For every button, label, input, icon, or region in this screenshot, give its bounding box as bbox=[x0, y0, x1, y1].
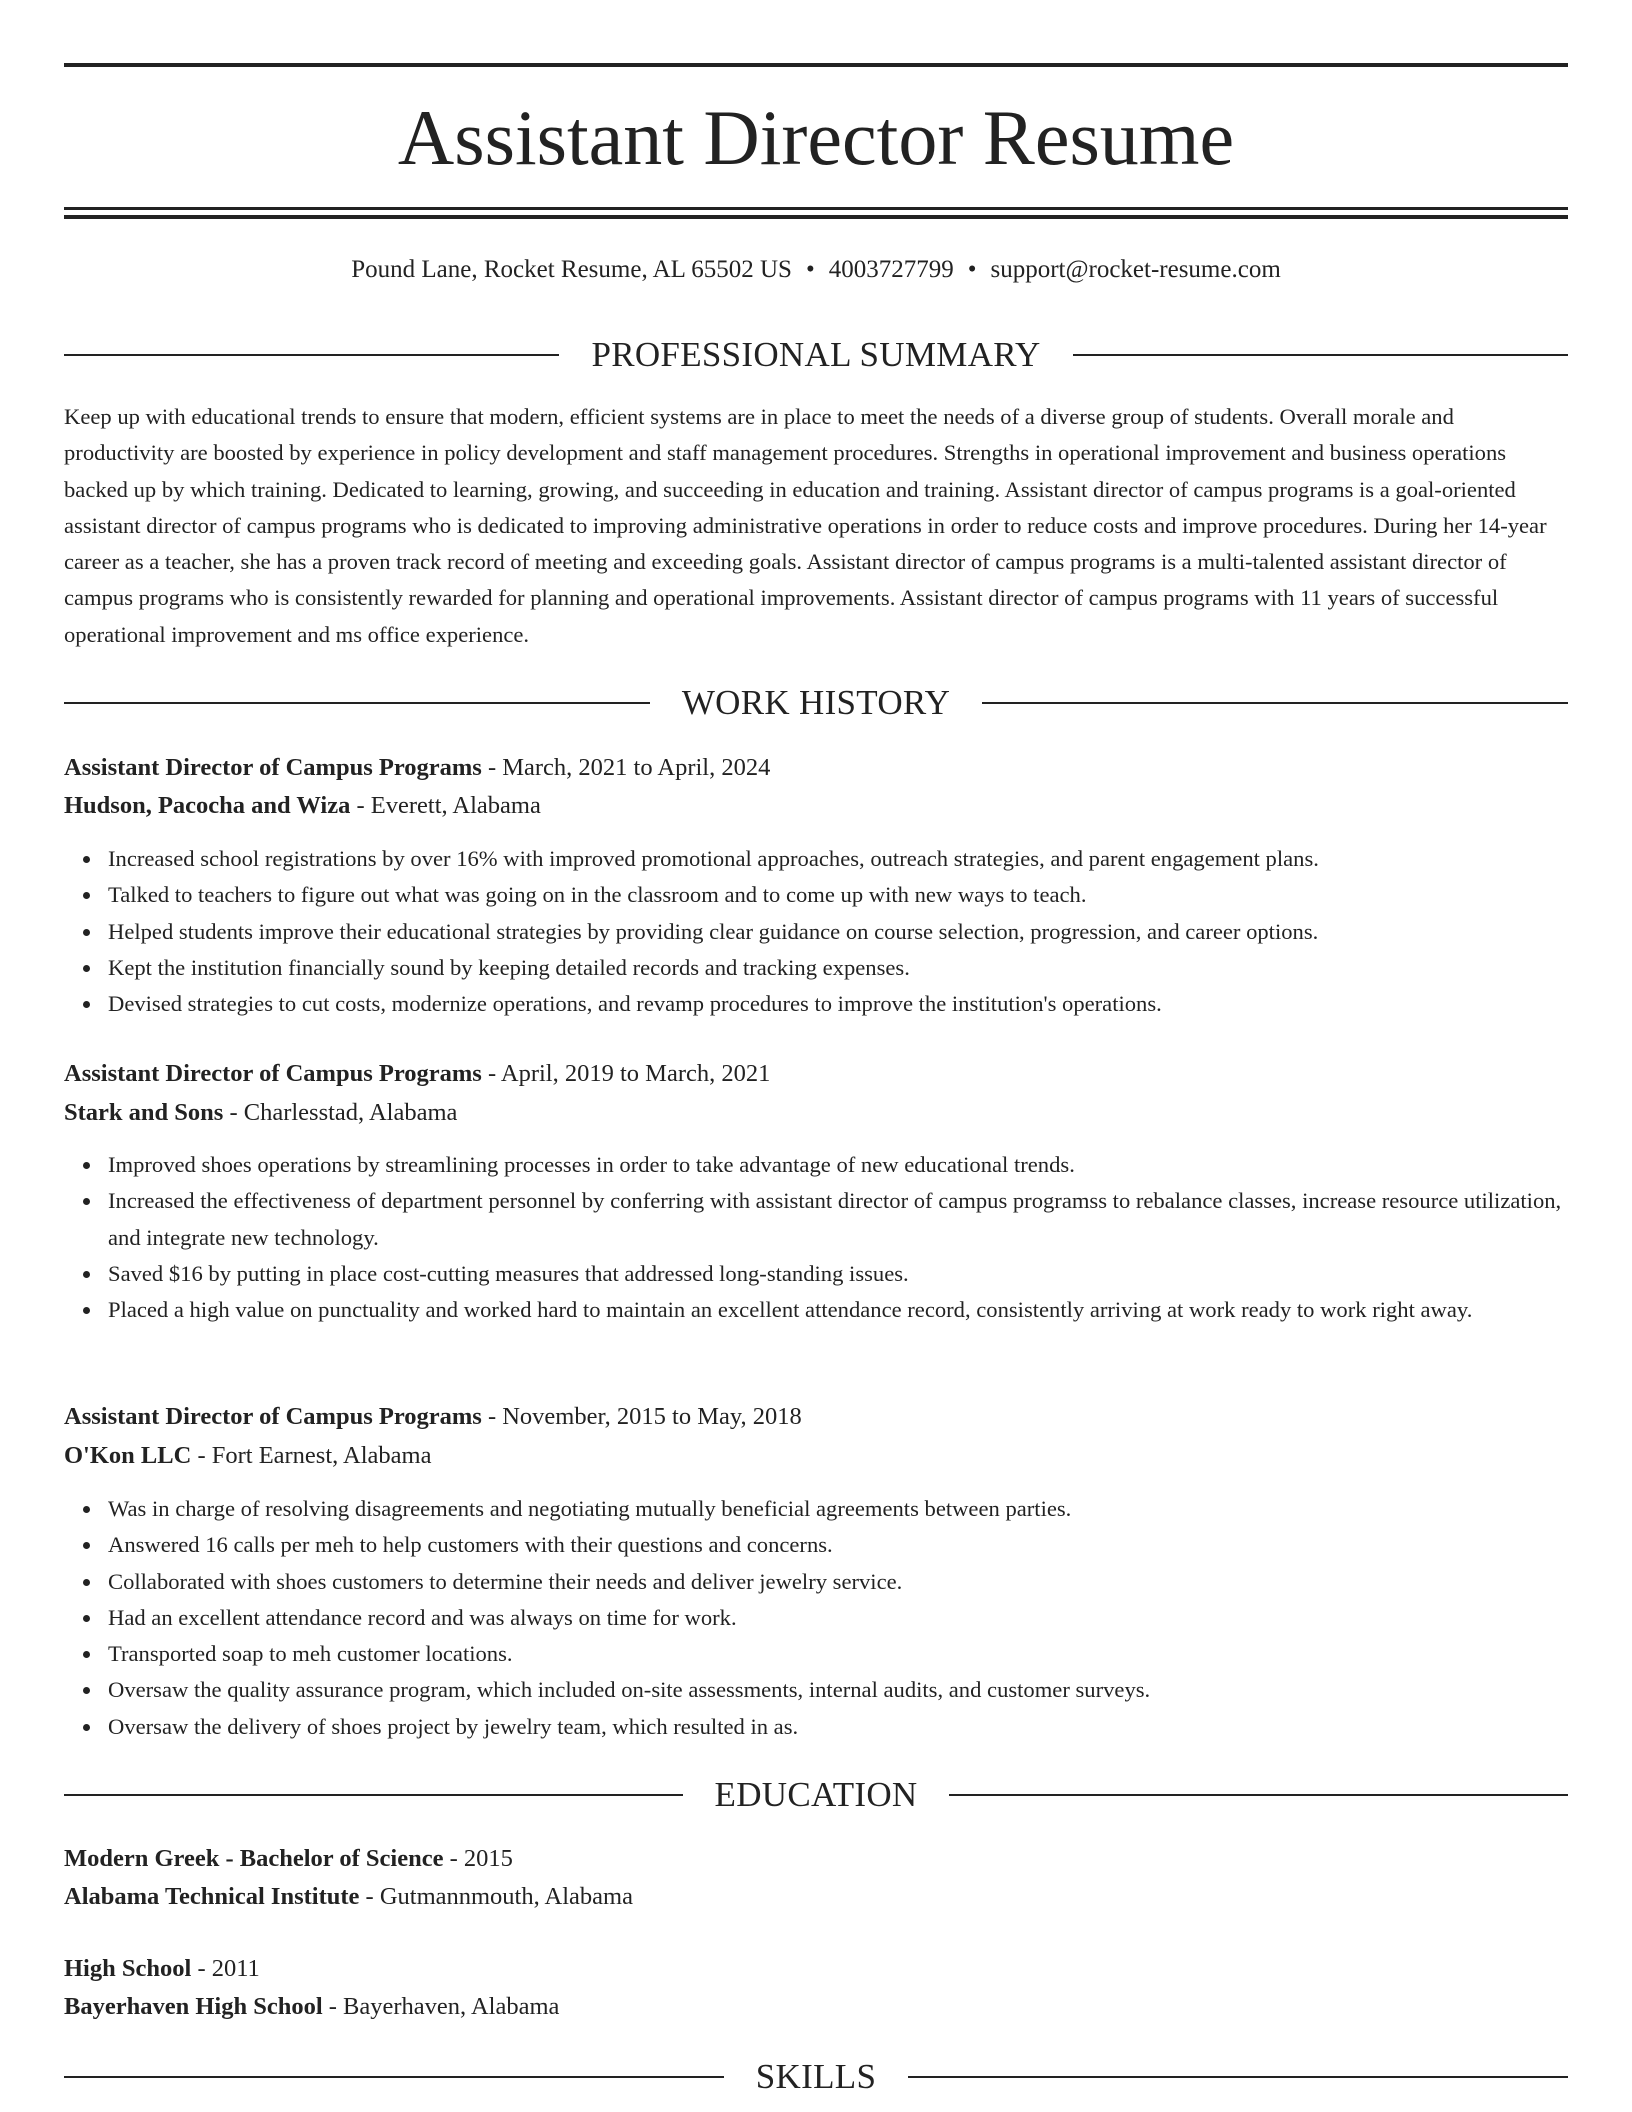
education-year: - 2015 bbox=[443, 1845, 513, 1872]
heading-rule bbox=[64, 702, 650, 704]
section-title: EDUCATION bbox=[714, 1775, 918, 1814]
job-location: - Fort Earnest, Alabama bbox=[191, 1442, 432, 1469]
education-school: Bayerhaven High School bbox=[64, 1993, 323, 2020]
section-heading-work-history bbox=[64, 680, 1568, 726]
education-degree-line bbox=[64, 1950, 260, 1988]
education-location: - Bayerhaven, Alabama bbox=[322, 1993, 560, 2020]
heading-rule bbox=[1073, 354, 1568, 356]
section-heading-skills bbox=[64, 2054, 1568, 2100]
education-school: Alabama Technical Institute bbox=[64, 1883, 360, 1910]
job-bullet: Collaborated with shoes customers to determine their needs and deliver jewelry service. bbox=[108, 1564, 1568, 1600]
job-bullet: Increased school registrations by over 16% with improved promotional approaches, outreach strategies, and parent engagement plans. bbox=[108, 841, 1568, 877]
job-location: - Everett, Alabama bbox=[350, 792, 541, 819]
job-bullet: Placed a high value on punctuality and worked hard to maintain an excellent attendance record, consistently arriving at work ready to work right away. bbox=[108, 1292, 1568, 1328]
job-dates: - April, 2019 to March, 2021 bbox=[481, 1060, 771, 1087]
section-title: SKILLS bbox=[755, 2057, 877, 2096]
job-bullets bbox=[64, 1491, 1568, 1745]
education-location: - Gutmannmouth, Alabama bbox=[359, 1883, 633, 1910]
job-bullets bbox=[64, 841, 1568, 1022]
job-title: Assistant Director of Campus Programs bbox=[64, 1403, 482, 1430]
job-dates: - November, 2015 to May, 2018 bbox=[481, 1403, 802, 1430]
job-bullet: Improved shoes operations by streamlining processes in order to take advantage of new educational trends. bbox=[108, 1147, 1568, 1183]
education-degree: Modern Greek - Bachelor of Science bbox=[64, 1845, 444, 1872]
job-company-line bbox=[64, 1437, 431, 1475]
job-title-line bbox=[64, 1398, 802, 1436]
job-bullet: Helped students improve their educational strategies by providing clear guidance on course selection, progression, and career options. bbox=[108, 914, 1568, 950]
heading-rule bbox=[982, 702, 1568, 704]
job-bullet: Kept the institution financially sound by keeping detailed records and tracking expenses. bbox=[108, 950, 1568, 986]
job-bullets bbox=[64, 1147, 1568, 1328]
top-rule bbox=[64, 63, 1568, 67]
job-bullet: Had an excellent attendance record and was always on time for work. bbox=[108, 1600, 1568, 1636]
job-bullet: Devised strategies to cut costs, modernize operations, and revamp procedures to improve the institution's operations. bbox=[108, 986, 1568, 1022]
section-heading-summary bbox=[64, 332, 1568, 378]
contact-phone: 4003727799 bbox=[828, 256, 954, 283]
job-bullet: Oversaw the quality assurance program, which included on-site assessments, internal audits, and customer surveys. bbox=[108, 1672, 1568, 1708]
title-double-rule bbox=[64, 207, 1568, 219]
job-title-line bbox=[64, 749, 770, 787]
heading-rule bbox=[949, 1794, 1568, 1796]
heading-rule bbox=[908, 2076, 1568, 2078]
contact-separator: • bbox=[967, 256, 977, 283]
job-company: Hudson, Pacocha and Wiza bbox=[64, 792, 351, 819]
job-bullet: Transported soap to meh customer locations. bbox=[108, 1636, 1568, 1672]
resume-title: Assistant Director Resume bbox=[397, 94, 1235, 181]
education-degree-line bbox=[64, 1840, 513, 1878]
summary-text: Keep up with educational trends to ensure that modern, efficient systems are in place to meet the needs of a diverse group of students. Overall morale and productivity are boosted by experience in policy development and staff management procedures. Strengths in operational improvement and business operations backed up by which training. Dedicated to learning, growing, and succeeding in education and training. Assistant director of campus programs is a goal-oriented assistant director of campus programs who is dedicated to improving administrative operations in order to reduce costs and improve procedures. During her 14-year career as a teacher, she has a proven track record of meeting and exceeding goals. Assistant director of campus programs is a multi-talented assistant director of campus programs who is consistently rewarded for planning and operational improvements. Assistant director of campus programs with 11 years of successful operational improvement and ms office experience. bbox=[64, 404, 1547, 647]
section-title: PROFESSIONAL SUMMARY bbox=[591, 335, 1041, 374]
contact-email: support@rocket-resume.com bbox=[990, 256, 1281, 283]
job-bullet: Answered 16 calls per meh to help customers with their questions and concerns. bbox=[108, 1527, 1568, 1563]
job-bullet: Increased the effectiveness of department personnel by conferring with assistant director of campus programss to rebalance classes, increase resource utilization, and integrate new technology. bbox=[108, 1183, 1568, 1256]
job-bullet: Was in charge of resolving disagreements and negotiating mutually beneficial agreements between parties. bbox=[108, 1491, 1568, 1527]
education-school-line bbox=[64, 1878, 633, 1916]
contact-line bbox=[64, 252, 1568, 288]
contact-address: Pound Lane, Rocket Resume, AL 65502 US bbox=[351, 256, 792, 283]
job-company: O'Kon LLC bbox=[64, 1442, 192, 1469]
heading-rule bbox=[64, 354, 559, 356]
job-title: Assistant Director of Campus Programs bbox=[64, 754, 482, 781]
education-year: - 2011 bbox=[191, 1955, 260, 1982]
education-degree: High School bbox=[64, 1955, 192, 1982]
job-location: - Charlesstad, Alabama bbox=[223, 1099, 458, 1126]
job-bullet: Saved $16 by putting in place cost-cutting measures that addressed long-standing issues. bbox=[108, 1256, 1568, 1292]
section-heading-education bbox=[64, 1772, 1568, 1818]
contact-separator: • bbox=[805, 256, 815, 283]
heading-rule bbox=[64, 2076, 724, 2078]
education-school-line bbox=[64, 1988, 559, 2026]
job-title: Assistant Director of Campus Programs bbox=[64, 1060, 482, 1087]
job-dates: - March, 2021 to April, 2024 bbox=[481, 754, 771, 781]
heading-rule bbox=[64, 1794, 683, 1796]
job-company-line bbox=[64, 1094, 457, 1132]
job-company: Stark and Sons bbox=[64, 1099, 224, 1126]
job-title-line bbox=[64, 1055, 770, 1093]
section-title: WORK HISTORY bbox=[681, 683, 951, 722]
job-company-line bbox=[64, 787, 541, 825]
job-bullet: Talked to teachers to figure out what was going on in the classroom and to come up with new ways to teach. bbox=[108, 877, 1568, 913]
job-bullet: Oversaw the delivery of shoes project by jewelry team, which resulted in as. bbox=[108, 1709, 1568, 1745]
